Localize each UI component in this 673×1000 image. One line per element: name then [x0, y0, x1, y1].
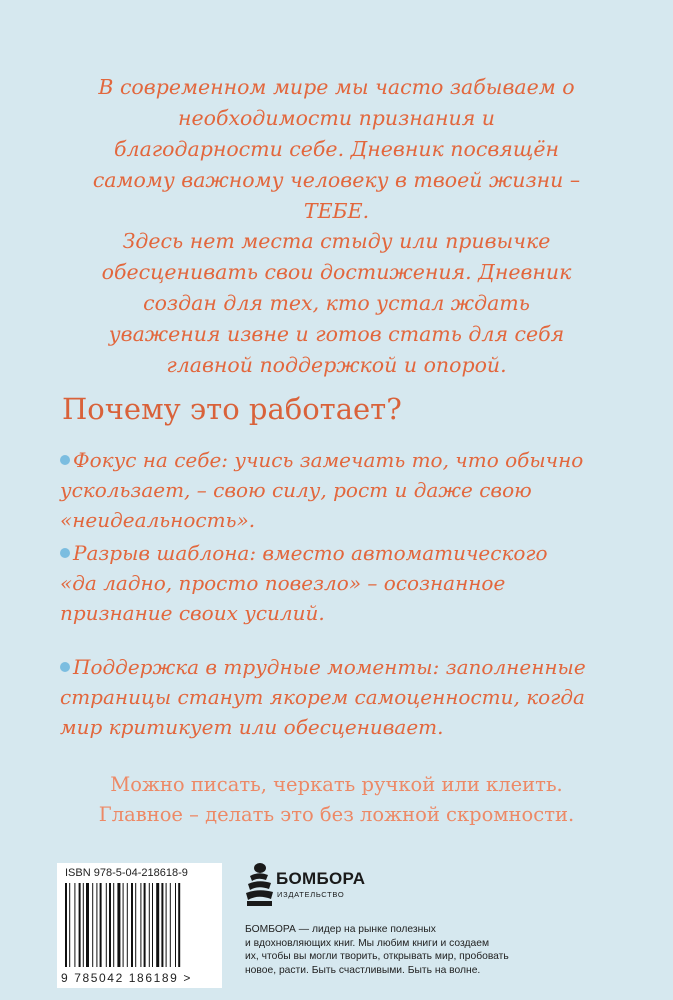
intro-line: обесценивать свои достижения. Дневник: [101, 260, 572, 284]
intro-line: главной поддержкой и опорой.: [166, 353, 507, 377]
barcode-bar: [149, 883, 150, 967]
publisher-line: их, чтобы вы могли творить, открывать мир, пробовать: [245, 951, 509, 962]
publisher-description: [245, 923, 545, 977]
barcode-bar: [123, 883, 124, 967]
barcode-number: 9 785042 186189 >: [61, 971, 192, 985]
isbn-label: ISBN 978-5-04-218618-9: [65, 867, 188, 879]
barcode-bar: [152, 883, 153, 967]
intro-paragraph-2: [60, 226, 613, 381]
bullet-line: мир критикует или обесценивает.: [60, 715, 444, 739]
publisher-line: БОМБОРА — лидер на рынке полезных: [245, 924, 436, 935]
barcode-bar: [83, 883, 84, 967]
barcode-bar: [175, 883, 176, 967]
barcode-bar: [106, 883, 107, 967]
barcode-bar: [100, 883, 102, 967]
barcode-bar: [86, 883, 89, 967]
barcode-bar: [74, 883, 75, 967]
bullet-line: страницы станут якорем самоценности, когда: [60, 685, 585, 709]
bullet-line: ускользает, – свою силу, рост и даже свою: [60, 478, 532, 502]
intro-line: Здесь нет места стыду или привычке: [122, 229, 551, 253]
intro-line: самому важному человеку в твоей жизни –: [92, 168, 581, 192]
closing-text: [40, 770, 633, 830]
barcode-bar: [109, 883, 111, 967]
publisher-subtitle: ИЗДАТЕЛЬСТВО: [277, 890, 345, 899]
barcode-icon: [63, 883, 216, 969]
barcode-bar: [117, 883, 120, 967]
section-heading: Почему это работает?: [62, 392, 402, 426]
intro-line: необходимости признания и: [178, 106, 495, 130]
barcode-bar: [69, 883, 70, 967]
bombora-logo-icon: [244, 862, 274, 908]
intro-line: В современном мире мы часто забываем о: [98, 75, 575, 99]
barcode-bar: [170, 883, 171, 967]
intro-line: благодарности себе. Дневник посвящён: [114, 137, 559, 161]
bullet-line: Поддержка в трудные моменты: заполненные: [73, 655, 586, 679]
bullet-line: признание своих усилий.: [60, 601, 325, 625]
publisher-line: и вдохновляющих книг. Мы любим книги и создаем: [245, 937, 490, 949]
bullet-line: «неидеальность».: [60, 508, 256, 532]
bullet-dot-icon: [60, 455, 70, 465]
bullet-line: Разрыв шаблона: вместо автоматического: [73, 541, 548, 565]
barcode-bar: [140, 883, 141, 967]
bullet-item: [60, 652, 620, 742]
barcode-bar: [131, 883, 133, 967]
intro-paragraph-1: [60, 72, 613, 227]
barcode-bar: [135, 883, 136, 967]
barcode-bar: [161, 883, 163, 967]
bullet-dot-icon: [60, 548, 70, 558]
publisher-line: новое, расти. Быть счастливыми. Быть на волне.: [245, 964, 481, 976]
closing-line: Главное – делать это без ложной скромности.: [98, 803, 575, 826]
closing-line: Можно писать, черкать ручкой или клеить.: [110, 773, 563, 796]
barcode-bar: [178, 883, 180, 967]
intro-line: уважения извне и готов стать для себя: [108, 322, 565, 346]
barcode-bar: [79, 883, 81, 967]
intro-line: ТЕБЕ.: [303, 199, 370, 223]
barcode-bar: [166, 883, 167, 967]
barcode-bar: [92, 883, 93, 967]
bullet-line: «да ладно, просто повезло» – осознанное: [60, 571, 506, 595]
barcode-bar: [96, 883, 97, 967]
barcode-bar: [113, 883, 114, 967]
barcode-bar: [65, 883, 67, 967]
intro-line: создан для тех, кто устал ждать: [143, 291, 530, 315]
isbn-barcode-box: [57, 863, 222, 988]
barcode-bar: [127, 883, 128, 967]
barcode-bar: [144, 883, 146, 967]
bullet-item: [60, 445, 620, 535]
barcode-bar: [156, 883, 159, 967]
bullet-item: [60, 538, 620, 628]
publisher-name: БОМБОРА: [276, 869, 366, 888]
bullet-line: Фокус на себе: учись замечать то, что обычно: [73, 448, 584, 472]
bullet-dot-icon: [60, 662, 70, 672]
